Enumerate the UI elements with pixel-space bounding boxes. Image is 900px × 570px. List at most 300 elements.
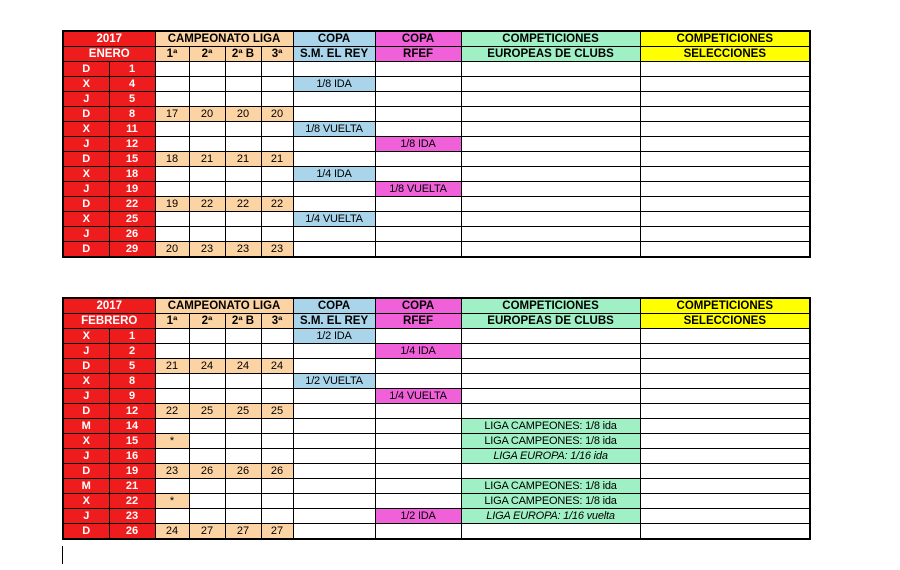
month-header: FEBRERO — [63, 314, 155, 329]
liga-matchday-cell: 27 — [189, 524, 225, 540]
day-number-cell: 5 — [109, 359, 155, 374]
table-row — [63, 182, 810, 197]
table-row — [63, 479, 810, 494]
europeas-cell — [461, 122, 640, 137]
copa-rfef-cell — [375, 197, 461, 212]
weekday-cell: M — [63, 419, 109, 434]
day-number-cell: 5 — [109, 92, 155, 107]
table-row — [63, 344, 810, 359]
europeas-cell: LIGA CAMPEONES: 1/8 ida — [461, 494, 640, 509]
division-3-header: 3ª — [261, 314, 293, 329]
liga-matchday-cell: 20 — [261, 107, 293, 122]
selecciones-cell — [640, 404, 810, 419]
selecciones-cell — [640, 449, 810, 464]
selecciones-cell — [640, 434, 810, 449]
weekday-cell: D — [63, 107, 109, 122]
liga-matchday-cell — [189, 449, 225, 464]
copa-rey-cell — [293, 404, 375, 419]
liga-matchday-cell — [155, 227, 189, 242]
copa-rfef-cell: 1/4 IDA — [375, 344, 461, 359]
selecciones-cell — [640, 92, 810, 107]
liga-matchday-cell — [155, 182, 189, 197]
liga-matchday-cell — [225, 449, 261, 464]
table-row — [63, 227, 810, 242]
liga-matchday-cell — [261, 479, 293, 494]
weekday-cell: X — [63, 212, 109, 227]
day-number-cell: 26 — [109, 524, 155, 540]
liga-matchday-cell: 26 — [189, 464, 225, 479]
selecciones-cell — [640, 509, 810, 524]
liga-matchday-cell — [261, 167, 293, 182]
liga-matchday-cell: 23 — [225, 242, 261, 258]
liga-matchday-cell: 25 — [261, 404, 293, 419]
copa-rfef-cell — [375, 479, 461, 494]
selecciones-cell — [640, 77, 810, 92]
liga-matchday-cell — [155, 479, 189, 494]
europeas-cell — [461, 359, 640, 374]
liga-matchday-cell: 20 — [155, 242, 189, 258]
calendar-table-febrero — [62, 297, 811, 540]
copa-rfef-cell — [375, 374, 461, 389]
liga-matchday-cell: 18 — [155, 152, 189, 167]
day-number-cell: 2 — [109, 344, 155, 359]
weekday-cell: J — [63, 227, 109, 242]
selecciones-cell — [640, 62, 810, 77]
copa-rfef-cell — [375, 359, 461, 374]
liga-matchday-cell: 24 — [225, 359, 261, 374]
division-3-header: 3ª — [261, 47, 293, 62]
day-number-cell: 1 — [109, 329, 155, 344]
liga-matchday-cell — [189, 374, 225, 389]
copa-rey-cell — [293, 152, 375, 167]
liga-matchday-cell — [225, 77, 261, 92]
liga-matchday-cell: 22 — [189, 197, 225, 212]
selecciones-cell — [640, 464, 810, 479]
selecciones-cell — [640, 122, 810, 137]
liga-matchday-cell: 24 — [261, 359, 293, 374]
europeas-header-line1: COMPETICIONES — [461, 31, 640, 47]
liga-matchday-cell — [155, 329, 189, 344]
copa-rey-cell — [293, 137, 375, 152]
liga-matchday-cell — [225, 182, 261, 197]
liga-matchday-cell: 22 — [261, 197, 293, 212]
liga-matchday-cell — [261, 434, 293, 449]
liga-matchday-cell: 23 — [155, 464, 189, 479]
day-number-cell: 12 — [109, 137, 155, 152]
europeas-cell — [461, 389, 640, 404]
day-number-cell: 23 — [109, 509, 155, 524]
weekday-cell: D — [63, 62, 109, 77]
copa-rfef-cell: 1/4 VUELTA — [375, 389, 461, 404]
division-1-header: 1ª — [155, 47, 189, 62]
liga-matchday-cell: * — [155, 434, 189, 449]
copa-rfef-cell — [375, 494, 461, 509]
selecciones-cell — [640, 479, 810, 494]
liga-matchday-cell — [155, 374, 189, 389]
weekday-cell: J — [63, 509, 109, 524]
copa-rey-cell — [293, 479, 375, 494]
copa-rfef-cell — [375, 464, 461, 479]
day-number-cell: 12 — [109, 404, 155, 419]
copa-rey-cell: 1/2 IDA — [293, 329, 375, 344]
copa-rfef-cell — [375, 404, 461, 419]
copa-rey-cell — [293, 464, 375, 479]
selecciones-cell — [640, 419, 810, 434]
liga-matchday-cell — [189, 77, 225, 92]
europeas-cell — [461, 212, 640, 227]
weekday-cell: J — [63, 137, 109, 152]
liga-matchday-cell — [155, 389, 189, 404]
liga-matchday-cell — [155, 137, 189, 152]
europeas-cell: LIGA CAMPEONES: 1/8 ida — [461, 434, 640, 449]
europeas-cell: LIGA CAMPEONES: 1/8 ida — [461, 419, 640, 434]
liga-matchday-cell — [225, 167, 261, 182]
copa-rfef-header-line2: RFEF — [375, 47, 461, 62]
copa-rey-header-line2: S.M. EL REY — [293, 47, 375, 62]
day-number-cell: 25 — [109, 212, 155, 227]
copa-rey-cell — [293, 494, 375, 509]
table-row — [63, 509, 810, 524]
table-row — [63, 137, 810, 152]
liga-matchday-cell — [225, 212, 261, 227]
weekday-cell: X — [63, 167, 109, 182]
liga-matchday-cell — [189, 167, 225, 182]
liga-matchday-cell — [225, 227, 261, 242]
copa-rfef-cell — [375, 524, 461, 540]
selecciones-header-line2: SELECCIONES — [640, 47, 810, 62]
selecciones-cell — [640, 227, 810, 242]
liga-matchday-cell: 21 — [261, 152, 293, 167]
europeas-cell — [461, 167, 640, 182]
division-2-header: 2ª — [189, 47, 225, 62]
day-number-cell: 19 — [109, 182, 155, 197]
weekday-cell: X — [63, 434, 109, 449]
table-row — [63, 77, 810, 92]
selecciones-cell — [640, 344, 810, 359]
liga-matchday-cell — [155, 122, 189, 137]
campeonato-header: CAMPEONATO LIGA — [155, 31, 293, 47]
day-number-cell: 26 — [109, 227, 155, 242]
liga-matchday-cell — [155, 77, 189, 92]
day-number-cell: 11 — [109, 122, 155, 137]
weekday-cell: J — [63, 449, 109, 464]
table-row — [63, 152, 810, 167]
campeonato-header: CAMPEONATO LIGA — [155, 298, 293, 314]
page-divider-line — [62, 546, 63, 564]
copa-rey-cell — [293, 242, 375, 258]
copa-rfef-cell: 1/2 IDA — [375, 509, 461, 524]
copa-rfef-cell — [375, 122, 461, 137]
liga-matchday-cell: 20 — [189, 107, 225, 122]
table-row — [63, 524, 810, 540]
table-row — [63, 419, 810, 434]
liga-matchday-cell — [189, 434, 225, 449]
division-2b-header: 2ª B — [225, 47, 261, 62]
day-number-cell: 22 — [109, 494, 155, 509]
weekday-cell: D — [63, 404, 109, 419]
europeas-cell — [461, 329, 640, 344]
liga-matchday-cell — [225, 137, 261, 152]
copa-rey-cell — [293, 434, 375, 449]
selecciones-cell — [640, 167, 810, 182]
table-row — [63, 449, 810, 464]
day-number-cell: 8 — [109, 107, 155, 122]
selecciones-cell — [640, 524, 810, 540]
table-row — [63, 242, 810, 258]
weekday-cell: X — [63, 77, 109, 92]
weekday-cell: D — [63, 464, 109, 479]
copa-rey-cell: 1/8 IDA — [293, 77, 375, 92]
liga-matchday-cell — [225, 62, 261, 77]
selecciones-cell — [640, 107, 810, 122]
europeas-cell — [461, 107, 640, 122]
selecciones-cell — [640, 242, 810, 258]
copa-rey-cell — [293, 509, 375, 524]
liga-matchday-cell — [189, 227, 225, 242]
calendar-table-enero — [62, 30, 811, 258]
europeas-header-line1: COMPETICIONES — [461, 298, 640, 314]
copa-rey-header-line2: S.M. EL REY — [293, 314, 375, 329]
table-row — [63, 197, 810, 212]
liga-matchday-cell: 19 — [155, 197, 189, 212]
liga-matchday-cell: 20 — [225, 107, 261, 122]
weekday-cell: X — [63, 329, 109, 344]
europeas-cell: LIGA EUROPA: 1/16 vuelta — [461, 509, 640, 524]
liga-matchday-cell — [189, 509, 225, 524]
month-header: ENERO — [63, 47, 155, 62]
copa-rfef-cell — [375, 227, 461, 242]
copa-rey-header-line1: COPA — [293, 298, 375, 314]
selecciones-cell — [640, 137, 810, 152]
europeas-cell — [461, 62, 640, 77]
copa-rey-cell: 1/4 IDA — [293, 167, 375, 182]
table-row — [63, 434, 810, 449]
copa-rfef-cell — [375, 434, 461, 449]
liga-matchday-cell — [189, 122, 225, 137]
table-row — [63, 212, 810, 227]
liga-matchday-cell — [155, 344, 189, 359]
liga-matchday-cell: 23 — [261, 242, 293, 258]
table-row — [63, 404, 810, 419]
copa-rey-cell — [293, 62, 375, 77]
liga-matchday-cell — [261, 344, 293, 359]
europeas-header-line2: EUROPEAS DE CLUBS — [461, 47, 640, 62]
liga-matchday-cell — [225, 434, 261, 449]
europeas-cell — [461, 404, 640, 419]
liga-matchday-cell — [261, 227, 293, 242]
copa-rey-cell — [293, 182, 375, 197]
selecciones-header-line1: COMPETICIONES — [640, 31, 810, 47]
liga-matchday-cell: 17 — [155, 107, 189, 122]
table-row — [63, 329, 810, 344]
weekday-cell: J — [63, 92, 109, 107]
liga-matchday-cell — [155, 449, 189, 464]
liga-matchday-cell — [189, 329, 225, 344]
table-row — [63, 359, 810, 374]
day-number-cell: 14 — [109, 419, 155, 434]
europeas-cell: LIGA CAMPEONES: 1/8 ida — [461, 479, 640, 494]
selecciones-cell — [640, 197, 810, 212]
copa-rfef-cell — [375, 167, 461, 182]
liga-matchday-cell: 22 — [155, 404, 189, 419]
copa-rfef-header-line1: COPA — [375, 298, 461, 314]
copa-rfef-cell: 1/8 IDA — [375, 137, 461, 152]
liga-matchday-cell — [225, 374, 261, 389]
day-number-cell: 1 — [109, 62, 155, 77]
liga-matchday-cell — [189, 494, 225, 509]
day-number-cell: 21 — [109, 479, 155, 494]
europeas-header-line2: EUROPEAS DE CLUBS — [461, 314, 640, 329]
copa-rey-cell — [293, 389, 375, 404]
table-row — [63, 464, 810, 479]
day-number-cell: 15 — [109, 434, 155, 449]
copa-rey-cell — [293, 449, 375, 464]
selecciones-cell — [640, 494, 810, 509]
liga-matchday-cell — [189, 182, 225, 197]
table-row — [63, 122, 810, 137]
weekday-cell: J — [63, 344, 109, 359]
europeas-cell — [461, 197, 640, 212]
weekday-cell: X — [63, 494, 109, 509]
liga-matchday-cell — [261, 137, 293, 152]
table-row — [63, 62, 810, 77]
liga-matchday-cell: 22 — [225, 197, 261, 212]
table-row — [63, 374, 810, 389]
selecciones-cell — [640, 329, 810, 344]
europeas-cell — [461, 182, 640, 197]
division-2b-header: 2ª B — [225, 314, 261, 329]
day-number-cell: 16 — [109, 449, 155, 464]
europeas-cell: LIGA EUROPA: 1/16 ida — [461, 449, 640, 464]
copa-rey-header-line1: COPA — [293, 31, 375, 47]
liga-matchday-cell — [189, 137, 225, 152]
weekday-cell: D — [63, 242, 109, 258]
liga-matchday-cell — [225, 494, 261, 509]
selecciones-cell — [640, 389, 810, 404]
europeas-cell — [461, 77, 640, 92]
copa-rey-cell — [293, 344, 375, 359]
liga-matchday-cell — [225, 419, 261, 434]
selecciones-cell — [640, 359, 810, 374]
weekday-cell: D — [63, 152, 109, 167]
table-row — [63, 92, 810, 107]
copa-rey-cell — [293, 197, 375, 212]
copa-rfef-cell — [375, 242, 461, 258]
liga-matchday-cell: 21 — [225, 152, 261, 167]
selecciones-header-line2: SELECCIONES — [640, 314, 810, 329]
liga-matchday-cell — [155, 212, 189, 227]
selecciones-cell — [640, 152, 810, 167]
liga-matchday-cell — [225, 509, 261, 524]
liga-matchday-cell — [261, 92, 293, 107]
year-header: 2017 — [63, 31, 155, 47]
liga-matchday-cell — [261, 374, 293, 389]
liga-matchday-cell: 27 — [261, 524, 293, 540]
liga-matchday-cell — [189, 344, 225, 359]
copa-rfef-cell — [375, 212, 461, 227]
liga-matchday-cell: 26 — [225, 464, 261, 479]
weekday-cell: J — [63, 389, 109, 404]
europeas-cell — [461, 227, 640, 242]
liga-matchday-cell — [189, 479, 225, 494]
liga-matchday-cell: 24 — [189, 359, 225, 374]
liga-matchday-cell — [261, 122, 293, 137]
copa-rey-cell: 1/8 VUELTA — [293, 122, 375, 137]
europeas-cell — [461, 344, 640, 359]
liga-matchday-cell — [261, 62, 293, 77]
liga-matchday-cell: * — [155, 494, 189, 509]
liga-matchday-cell — [261, 212, 293, 227]
liga-matchday-cell: 21 — [155, 359, 189, 374]
copa-rfef-cell — [375, 77, 461, 92]
europeas-cell — [461, 137, 640, 152]
copa-rfef-cell — [375, 419, 461, 434]
europeas-cell — [461, 374, 640, 389]
europeas-cell — [461, 92, 640, 107]
table-row — [63, 494, 810, 509]
liga-matchday-cell: 23 — [189, 242, 225, 258]
europeas-cell — [461, 242, 640, 258]
weekday-cell: D — [63, 359, 109, 374]
europeas-cell — [461, 464, 640, 479]
liga-matchday-cell — [225, 389, 261, 404]
liga-matchday-cell: 26 — [261, 464, 293, 479]
copa-rey-cell — [293, 92, 375, 107]
day-number-cell: 4 — [109, 77, 155, 92]
europeas-cell — [461, 524, 640, 540]
selecciones-header-line1: COMPETICIONES — [640, 298, 810, 314]
weekday-cell: X — [63, 374, 109, 389]
europeas-cell — [461, 152, 640, 167]
liga-matchday-cell — [261, 182, 293, 197]
liga-matchday-cell — [155, 419, 189, 434]
liga-matchday-cell — [225, 122, 261, 137]
division-2-header: 2ª — [189, 314, 225, 329]
liga-matchday-cell — [189, 92, 225, 107]
liga-matchday-cell — [261, 389, 293, 404]
liga-matchday-cell — [189, 389, 225, 404]
copa-rey-cell: 1/2 VUELTA — [293, 374, 375, 389]
liga-matchday-cell: 25 — [225, 404, 261, 419]
weekday-cell: D — [63, 524, 109, 540]
copa-rey-cell — [293, 359, 375, 374]
copa-rfef-cell — [375, 62, 461, 77]
liga-matchday-cell — [225, 344, 261, 359]
copa-rfef-header-line1: COPA — [375, 31, 461, 47]
liga-matchday-cell — [261, 329, 293, 344]
weekday-cell: M — [63, 479, 109, 494]
liga-matchday-cell — [261, 494, 293, 509]
liga-matchday-cell: 25 — [189, 404, 225, 419]
liga-matchday-cell — [261, 449, 293, 464]
day-number-cell: 8 — [109, 374, 155, 389]
liga-matchday-cell — [261, 419, 293, 434]
day-number-cell: 18 — [109, 167, 155, 182]
liga-matchday-cell — [155, 167, 189, 182]
liga-matchday-cell — [261, 77, 293, 92]
copa-rey-cell — [293, 524, 375, 540]
day-number-cell: 22 — [109, 197, 155, 212]
liga-matchday-cell — [189, 62, 225, 77]
liga-matchday-cell — [155, 509, 189, 524]
liga-matchday-cell: 24 — [155, 524, 189, 540]
day-number-cell: 19 — [109, 464, 155, 479]
day-number-cell: 9 — [109, 389, 155, 404]
liga-matchday-cell — [189, 419, 225, 434]
table-row — [63, 107, 810, 122]
liga-matchday-cell: 27 — [225, 524, 261, 540]
copa-rfef-cell — [375, 107, 461, 122]
